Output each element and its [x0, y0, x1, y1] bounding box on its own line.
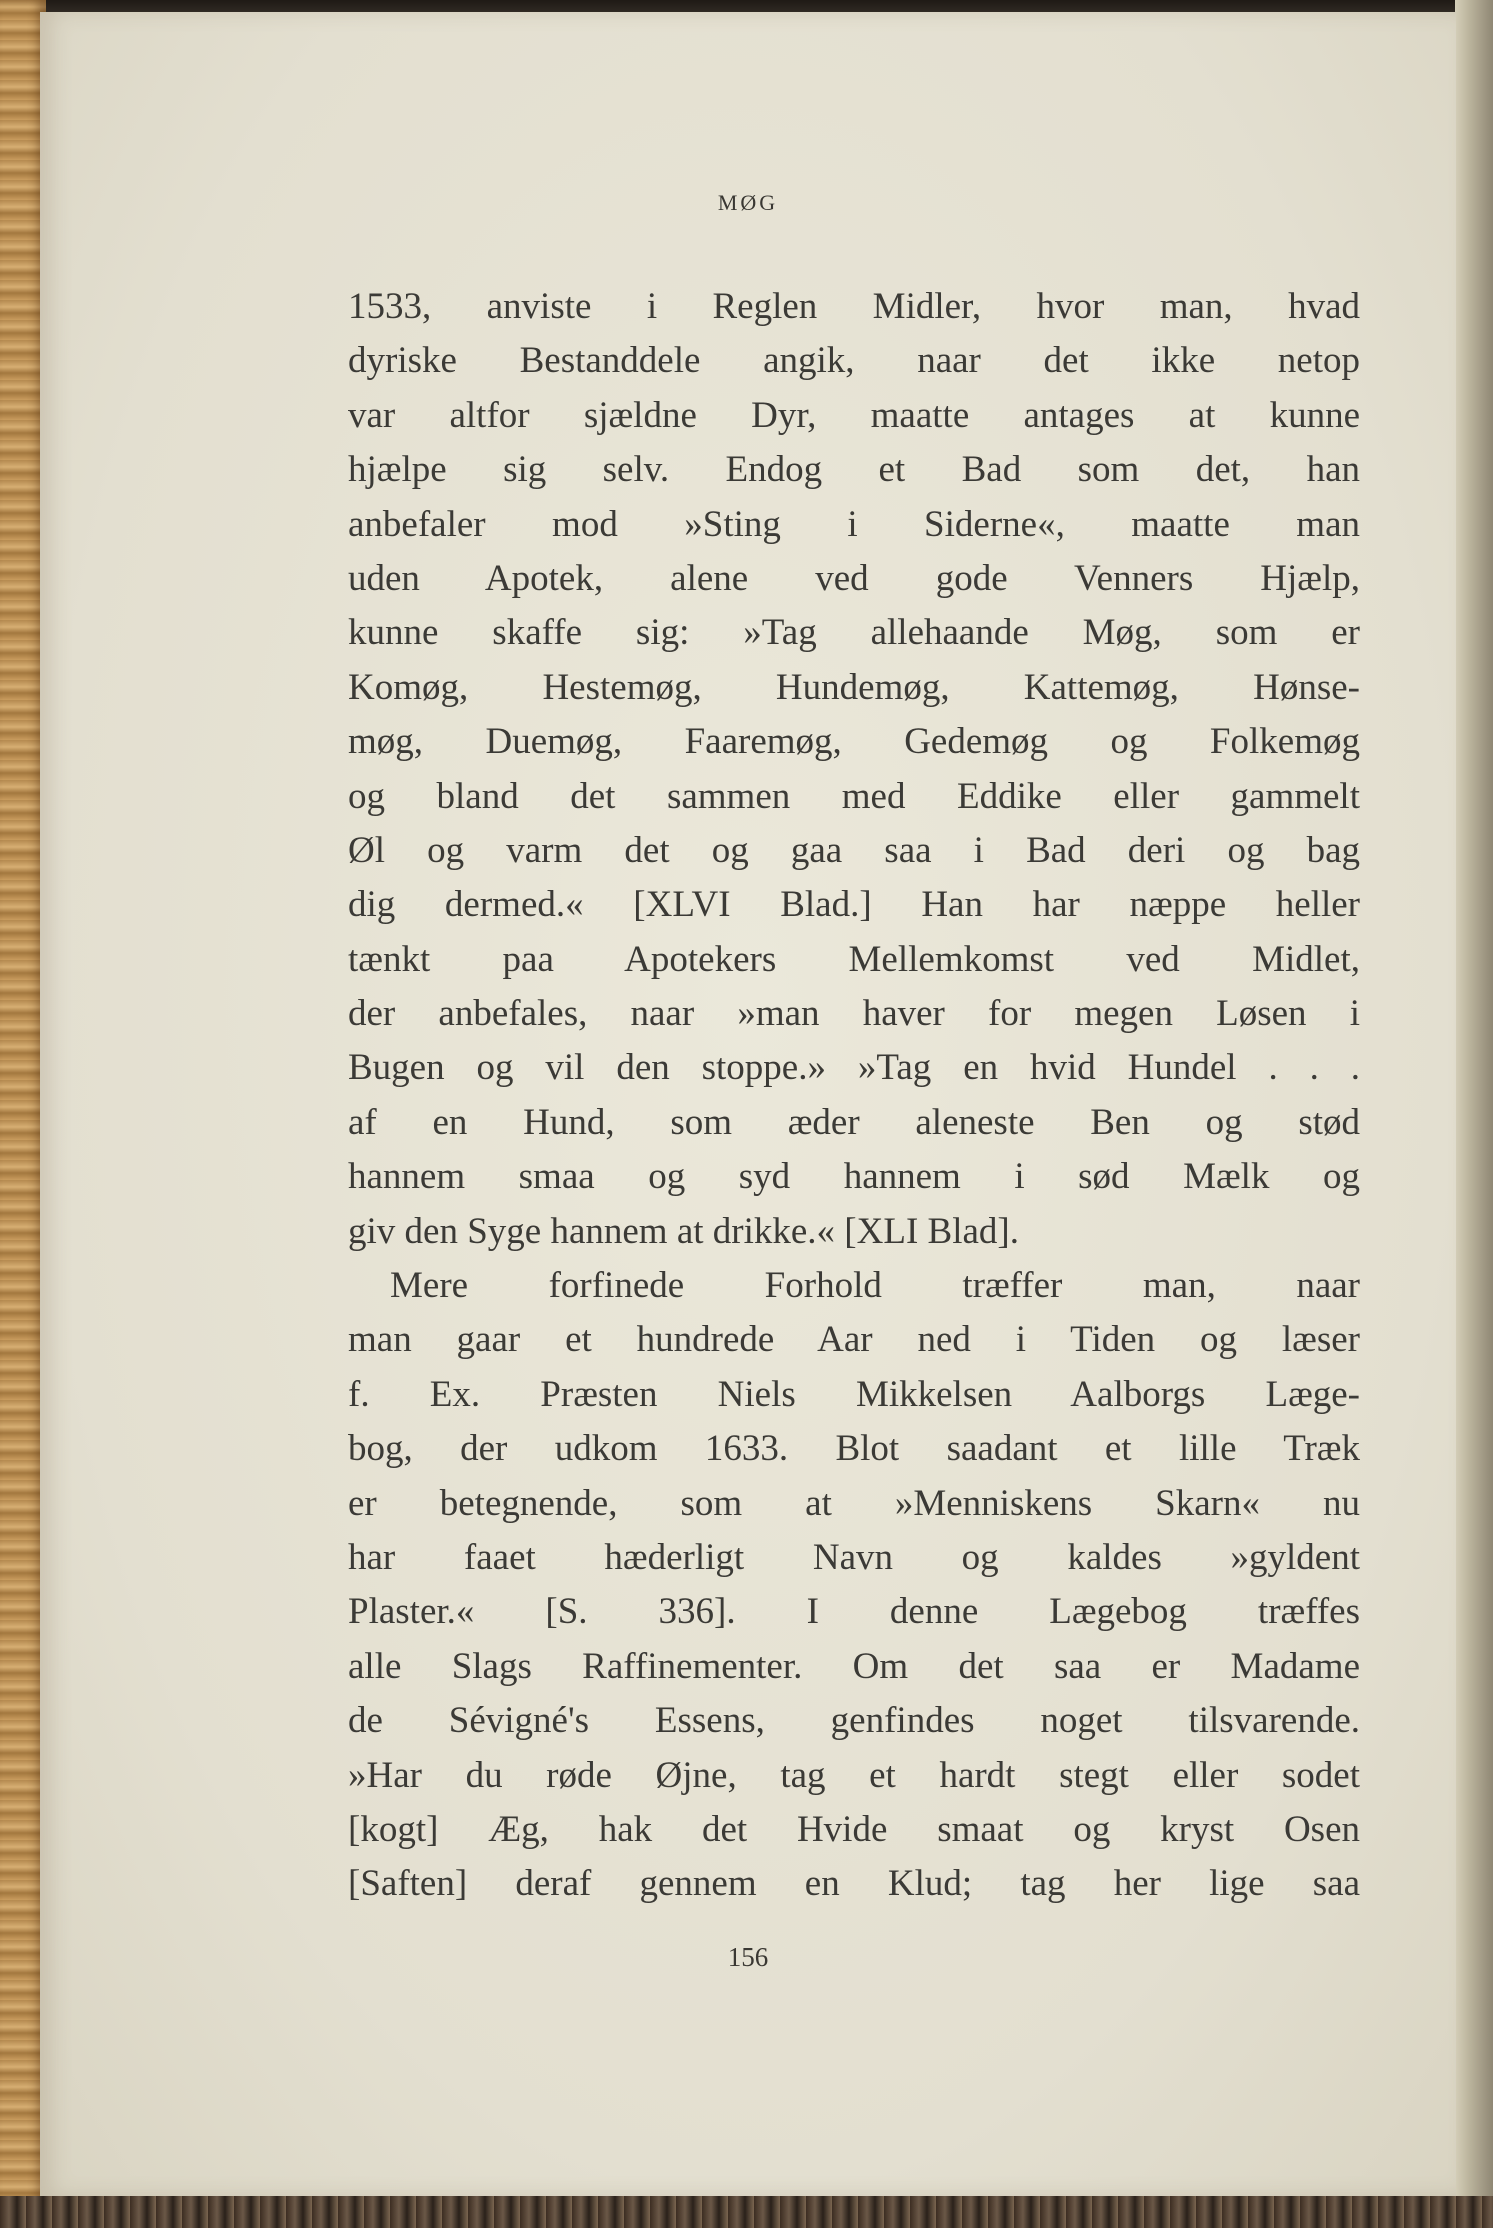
text-line: var altfor sjældne Dyr, maatte antages at kunne — [348, 394, 1360, 436]
text-line: tænkt paa Apotekers Mellemkomst ved Midlet, — [348, 938, 1360, 980]
text-line: giv den Syge hannem at drikke.« [XLI Blad]. — [348, 1210, 1019, 1252]
running-head: MØG — [717, 190, 779, 215]
text-line: Mere forfinede Forhold træffer man, naar — [390, 1265, 1360, 1307]
text-line: og bland det sammen med Eddike eller gammelt — [348, 775, 1360, 817]
text-line: er betegnende, som at »Menniskens Skarn« nu — [348, 1482, 1360, 1524]
text-line: f. Ex. Præsten Niels Mikkelsen Aalborgs Læge- — [348, 1373, 1360, 1415]
text-line: de Sévigné's Essens, genfindes noget tilsvarende. — [348, 1700, 1360, 1742]
text-line: Øl og varm det og gaa saa i Bad deri og bag — [348, 829, 1360, 871]
text-line: anbefaler mod »Sting i Siderne«, maatte man — [348, 503, 1360, 545]
text-line: 1533, anviste i Reglen Midler, hvor man, hvad — [348, 286, 1360, 327]
text-line: [kogt] Æg, hak det Hvide smaat og kryst Osen — [348, 1808, 1360, 1850]
text-line: alle Slags Raffinementer. Om det saa er Madame — [348, 1645, 1360, 1687]
page-number: 156 — [727, 1942, 769, 1972]
text-line: der anbefales, naar »man haver for megen Løsen i — [348, 993, 1360, 1035]
text-line: uden Apotek, alene ved gode Venners Hjælp, — [348, 557, 1360, 599]
text-line: dig dermed.« [XLVI Blad.] Han har næppe heller — [348, 884, 1360, 926]
text-line: har faaet hæderligt Navn og kaldes »gyldent — [348, 1536, 1360, 1578]
text-line: hjælpe sig selv. Endog et Bad som det, han — [348, 449, 1360, 491]
text-line: hannem smaa og syd hannem i sød Mælk og — [348, 1156, 1360, 1198]
page-fore-edge — [1455, 0, 1493, 2228]
book-page — [40, 12, 1456, 2196]
text-line: dyriske Bestanddele angik, naar det ikke netop — [348, 340, 1360, 382]
text-line: Plaster.« [S. 336]. I denne Lægebog træffes — [348, 1591, 1360, 1633]
text-line: [Saften] deraf gennem en Klud; tag her lige saa — [348, 1863, 1360, 1905]
text-line: af en Hund, som æder aleneste Ben og stød — [348, 1101, 1360, 1143]
text-line: Bugen og vil den stoppe.» »Tag en hvid Hundel . . . — [348, 1047, 1360, 1089]
text-line: møg, Duemøg, Faaremøg, Gedemøg og Folkemøg — [348, 721, 1360, 763]
book-bottom-edge — [0, 2196, 1493, 2228]
text-line: man gaar et hundrede Aar ned i Tiden og læser — [348, 1319, 1360, 1361]
text-line: bog, der udkom 1633. Blot saadant et lille Træk — [348, 1428, 1360, 1470]
text-line: »Har du røde Øjne, tag et hardt stegt eller sodet — [348, 1754, 1360, 1796]
text-line: Komøg, Hestemøg, Hundemøg, Kattemøg, Hønse- — [348, 666, 1360, 708]
body-text — [348, 280, 1360, 1912]
text-line: kunne skaffe sig: »Tag allehaande Møg, som er — [348, 612, 1360, 654]
